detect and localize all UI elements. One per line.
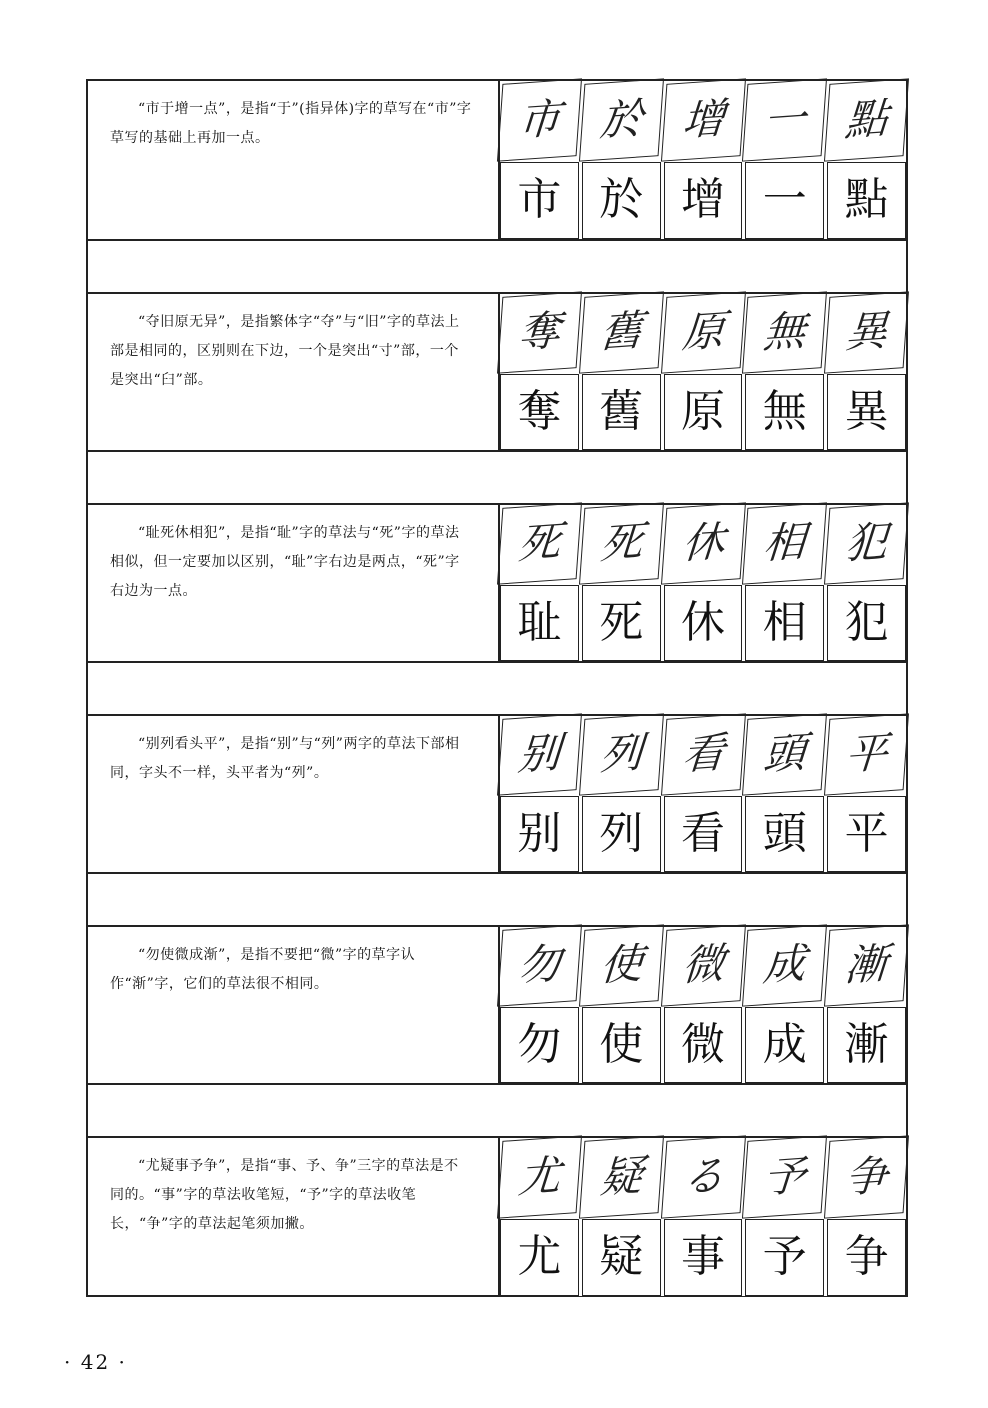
- cursive-char: 增: [661, 78, 746, 161]
- standard-char: 異: [827, 374, 906, 451]
- character-grid: [500, 505, 906, 661]
- character-grid: [500, 294, 906, 450]
- standard-char: 别: [500, 796, 579, 873]
- cursive-char: 於: [579, 78, 664, 161]
- standard-char: 無: [745, 374, 824, 451]
- cursive-char: 勿: [497, 924, 582, 1006]
- standard-char: 微: [664, 1007, 743, 1084]
- cursive-char: 無: [742, 291, 827, 373]
- entry-2: [88, 292, 906, 452]
- entry-3: [88, 503, 906, 663]
- cursive-char: 奪: [497, 291, 582, 373]
- cursive-char: 使: [579, 924, 664, 1006]
- standard-char: 頭: [745, 796, 824, 873]
- cursive-char: 予: [742, 1135, 827, 1218]
- standard-char: 休: [664, 585, 743, 662]
- standard-char: 勿: [500, 1007, 579, 1084]
- entry-description: “耻死休相犯”，是指“耻”字的草法与“死”字的草法相似，但一定要加以区别，“耻”字右边是两点，“死”字右边为一点。: [88, 505, 500, 661]
- cursive-char: 平: [824, 713, 909, 795]
- standard-char: 增: [664, 162, 743, 240]
- cursive-char: 疑: [579, 1135, 664, 1218]
- standard-char: 舊: [582, 374, 661, 451]
- cursive-char: 原: [661, 291, 746, 373]
- standard-char: 點: [827, 162, 906, 240]
- cursive-char: 一: [742, 78, 827, 161]
- standard-char: 犯: [827, 585, 906, 662]
- character-grid: [500, 716, 906, 872]
- standard-char: 奪: [500, 374, 579, 451]
- entry-description: “市于增一点”，是指“于”(指异体)字的草写在“市”字草写的基础上再加一点。: [88, 81, 500, 239]
- cursive-char: 異: [824, 291, 909, 373]
- cursive-char: 舊: [579, 291, 664, 373]
- standard-char: 漸: [827, 1007, 906, 1084]
- cursive-char: 犯: [824, 502, 909, 584]
- standard-char: 一: [745, 162, 824, 240]
- standard-char: 平: [827, 796, 906, 873]
- page-number: · 42 ·: [64, 1350, 127, 1374]
- cursive-char: 看: [661, 713, 746, 795]
- standard-char: 使: [582, 1007, 661, 1084]
- entry-1: [88, 81, 906, 241]
- entry-description: “别列看头平”，是指“别”与“列”两字的草法下部相同，字头不一样，头平者为“列”。: [88, 716, 500, 872]
- cursive-char: 尤: [497, 1135, 582, 1218]
- standard-char: 予: [745, 1219, 824, 1297]
- standard-char: 成: [745, 1007, 824, 1084]
- cursive-char: 死: [579, 502, 664, 584]
- standard-char: 看: [664, 796, 743, 873]
- cursive-char: 休: [661, 502, 746, 584]
- cursive-char: る: [661, 1135, 746, 1218]
- standard-char: 列: [582, 796, 661, 873]
- cursive-char: 頭: [742, 713, 827, 795]
- standard-char: 耻: [500, 585, 579, 662]
- standard-char: 原: [664, 374, 743, 451]
- entry-5: [88, 925, 906, 1085]
- cursive-char: 微: [661, 924, 746, 1006]
- entry-description: “勿使微成渐”，是指不要把“微”字的草字认作“渐”字，它们的草法很不相同。: [88, 927, 500, 1083]
- character-grid: [500, 1138, 906, 1296]
- standard-char: 相: [745, 585, 824, 662]
- standard-char: 争: [827, 1219, 906, 1297]
- standard-char: 市: [500, 162, 579, 240]
- cursive-char: 列: [579, 713, 664, 795]
- character-grid: [500, 81, 906, 239]
- standard-char: 死: [582, 585, 661, 662]
- standard-char: 尤: [500, 1219, 579, 1297]
- entry-6: [88, 1136, 906, 1296]
- cursive-char: 死: [497, 502, 582, 584]
- standard-char: 於: [582, 162, 661, 240]
- cursive-char: 漸: [824, 924, 909, 1006]
- standard-char: 事: [664, 1219, 743, 1297]
- cursive-char: 争: [824, 1135, 909, 1218]
- character-table: [86, 79, 908, 1297]
- cursive-char: 市: [497, 78, 582, 161]
- cursive-char: 别: [497, 713, 582, 795]
- cursive-char: 相: [742, 502, 827, 584]
- character-grid: [500, 927, 906, 1083]
- cursive-char: 點: [824, 78, 909, 161]
- cursive-char: 成: [742, 924, 827, 1006]
- entry-4: [88, 714, 906, 874]
- entry-description: “夺旧原无异”，是指繁体字“夺”与“旧”字的草法上部是相同的，区别则在下边，一个是突出“寸”部，一个是突出“臼”部。: [88, 294, 500, 450]
- entry-description: “尤疑事予争”，是指“事、予、争”三字的草法是不同的。“事”字的草法收笔短，“予”字的草法收笔长，“争”字的草法起笔须加撇。: [88, 1138, 500, 1296]
- standard-char: 疑: [582, 1219, 661, 1297]
